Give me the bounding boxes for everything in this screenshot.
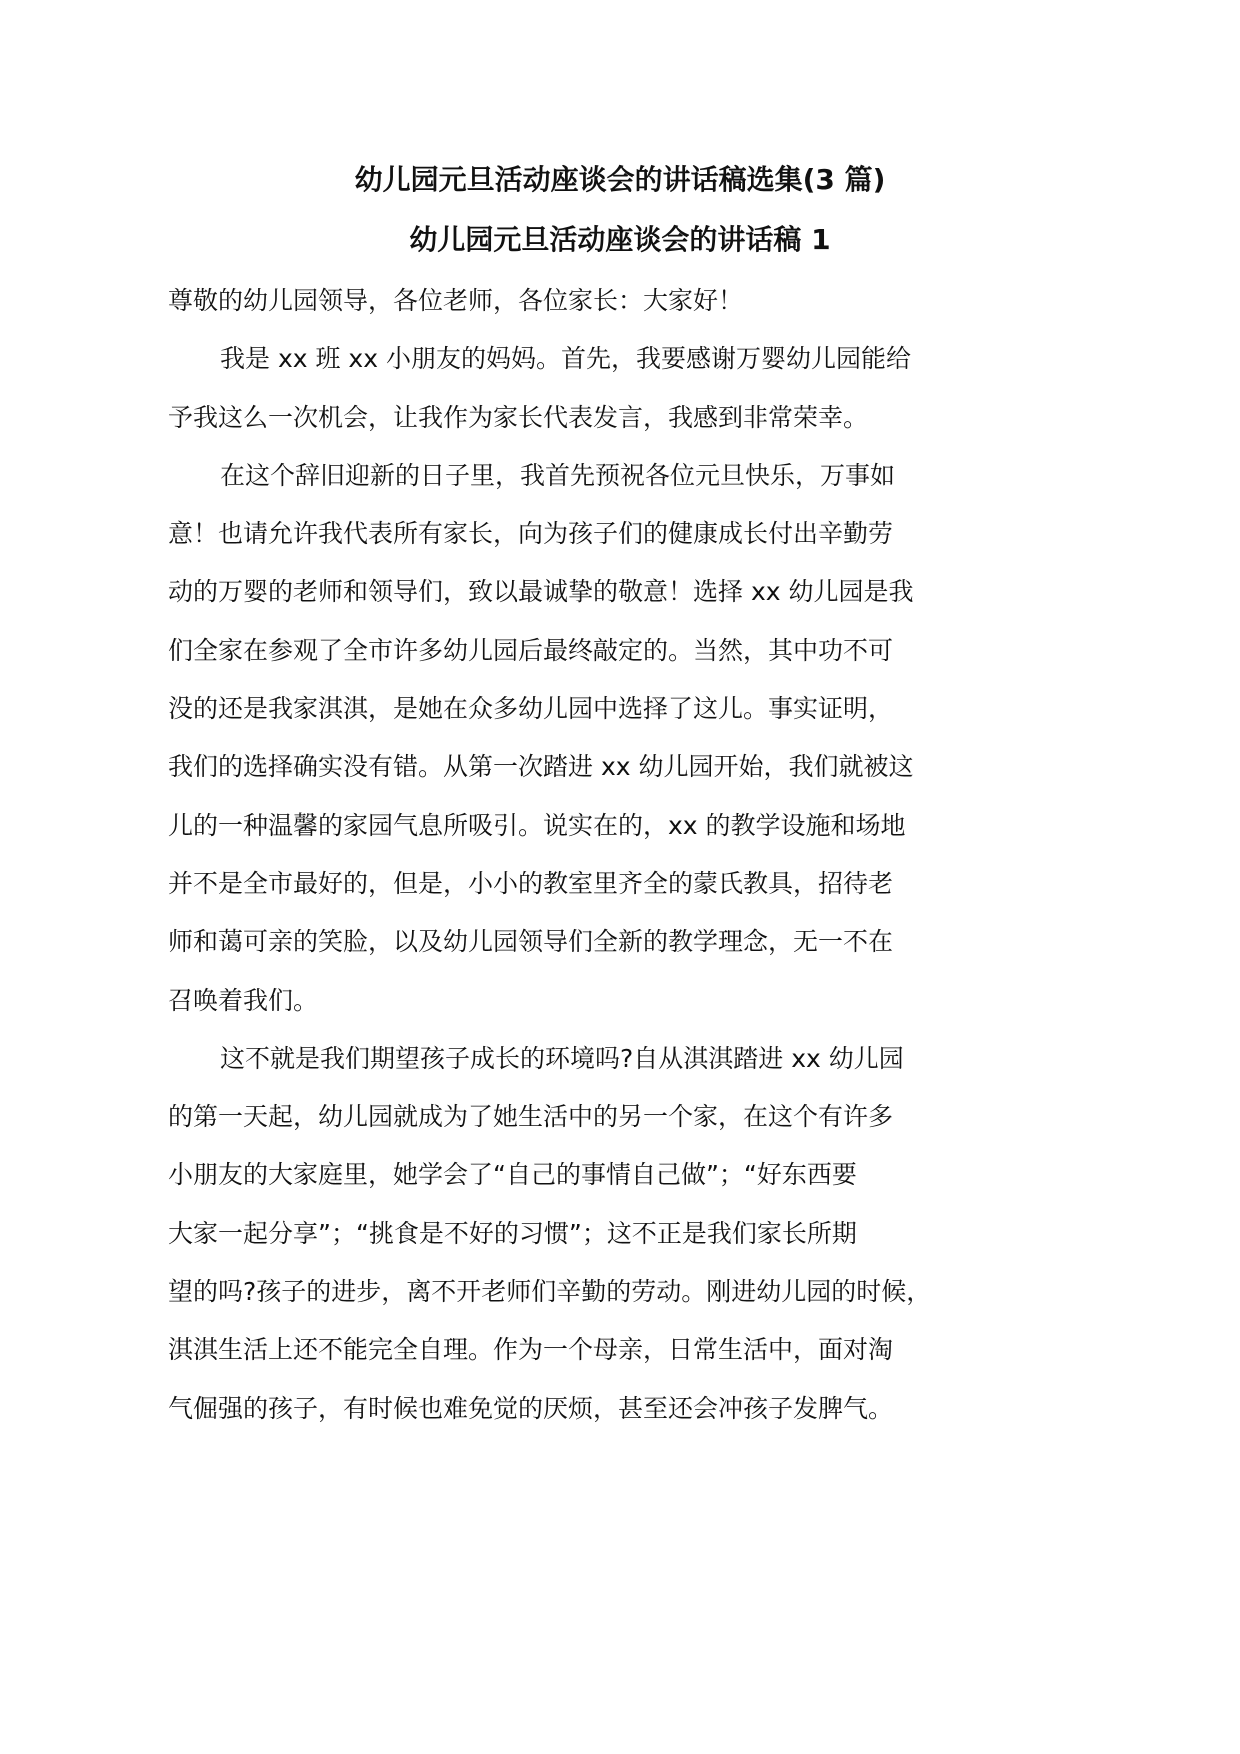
document-title: 幼儿园元旦活动座谈会的讲话稿选集(3 篇)	[354, 163, 886, 196]
text-line: 大家一起分享”；“挑食是不好的习惯”；这不正是我们家长所期	[168, 1218, 857, 1248]
document-body	[168, 272, 1088, 1438]
text-line: 并不是全市最好的，但是，小小的教室里齐全的蒙氏教具，招待老	[168, 868, 894, 898]
section-title: 幼儿园元旦活动座谈会的讲话稿 1	[409, 223, 831, 256]
text-line: 儿的一种温馨的家园气息所吸引。说实在的，xx 的教学设施和场地	[168, 810, 906, 840]
text-line: 予我这么一次机会，让我作为家长代表发言，我感到非常荣幸。	[168, 402, 869, 432]
text-line: 尊敬的幼儿园领导，各位老师，各位家长：大家好！	[168, 286, 744, 315]
text-line: 淇淇生活上还不能完全自理。作为一个母亲，日常生活中，面对淘	[168, 1335, 894, 1365]
text-line: 我们的选择确实没有错。从第一次踏进 xx 幼儿园开始，我们就被这	[168, 752, 914, 782]
text-line: 意！也请允许我代表所有家长，向为孩子们的健康成长付出辛勤劳	[168, 519, 894, 549]
text-line: 这不就是我们期望孩子成长的环境吗?自从淇淇踏进 xx 幼儿园	[220, 1043, 904, 1073]
text-line: 望的吗?孩子的进步，离不开老师们辛勤的劳动。刚进幼儿园的时候，	[168, 1277, 932, 1307]
text-line: 们全家在参观了全市许多幼儿园后最终敲定的。当然，其中功不可	[168, 635, 894, 665]
text-line: 的第一天起，幼儿园就成为了她生活中的另一个家，在这个有许多	[168, 1102, 894, 1132]
text-line: 师和蔼可亲的笑脸，以及幼儿园领导们全新的教学理念，无一不在	[168, 927, 894, 957]
text-line: 我是 xx 班 xx 小朋友的妈妈。首先，我要感谢万婴幼儿园能给	[220, 344, 911, 374]
text-line: 在这个辞旧迎新的日子里，我首先预祝各位元旦快乐，万事如	[220, 460, 896, 490]
text-line: 小朋友的大家庭里，她学会了“自己的事情自己做”；“好东西要	[168, 1160, 857, 1190]
text-line: 召唤着我们。	[168, 985, 319, 1015]
text-line: 气倔强的孩子，有时候也难免觉的厌烦，甚至还会冲孩子发脾气。	[168, 1393, 894, 1423]
text-line: 没的还是我家淇淇，是她在众多幼儿园中选择了这儿。事实证明，	[168, 694, 894, 724]
text-line: 动的万婴的老师和领导们，致以最诚挚的敬意！选择 xx 幼儿园是我	[168, 577, 914, 607]
